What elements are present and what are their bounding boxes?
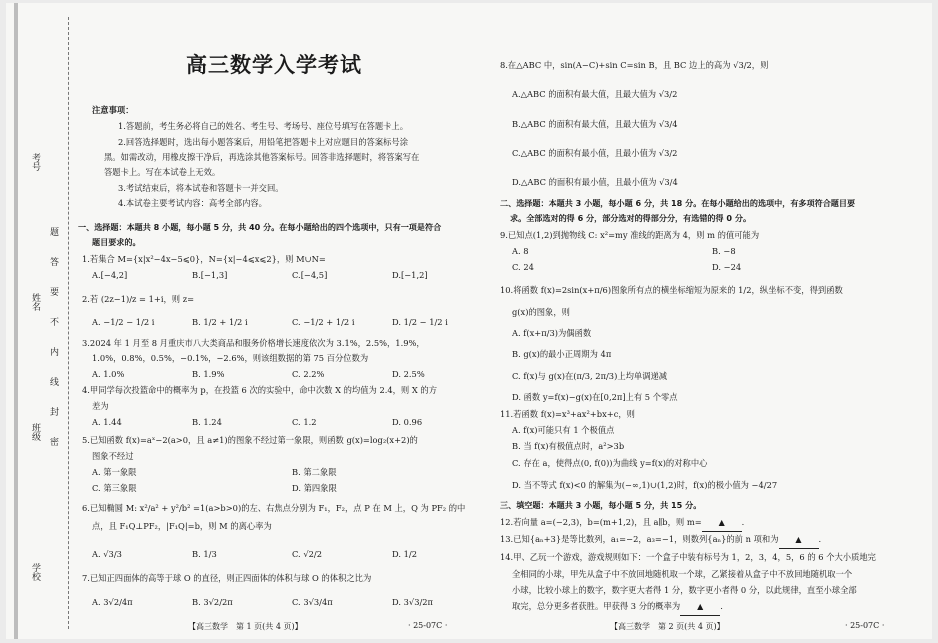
question-7-options <box>92 595 492 611</box>
question-5: 图象不经过 <box>92 451 134 461</box>
name-field: 姓名 <box>30 293 40 311</box>
seal-char: 答 <box>50 258 60 268</box>
question-4-options <box>92 415 492 431</box>
seal-char: 密 <box>50 438 60 448</box>
option-b: B. 1.24 <box>192 417 222 427</box>
question-5-options <box>92 481 492 497</box>
option-c: C. √2/2 <box>292 549 322 559</box>
section-1-heading: 一、选择题：本题共 8 小题，每小题 5 分，共 40 分。在每小题给出的四个选项中，只有一项是符合 <box>78 222 442 232</box>
question-3-options <box>92 367 492 383</box>
blank-marker: ▲ <box>795 535 802 544</box>
footer-page-1: 【高三数学 第 1 页(共 4 页)】 <box>188 622 303 631</box>
binding-margin <box>14 3 76 639</box>
option-d: D. 当不等式 f(x)<0 的解集为(−∞,1)∪(1,2)时，f(x)的极小值为 −4/27 <box>512 480 778 490</box>
option-d: D. −24 <box>712 262 742 272</box>
option-a: A. f(x)可能只有 1 个极值点 <box>512 425 615 435</box>
blank-marker: ▲ <box>697 602 704 611</box>
question-10: 10.将函数 f(x)=2sin(x+π/6)图象所有点的横坐标缩短为原来的 1/2，纵坐标不变，得到函数 <box>500 285 843 295</box>
option-a: A. 8 <box>512 246 529 256</box>
option-c: C. 1.2 <box>292 417 317 427</box>
question-13: 13.已知{aₙ+3}是等比数列，a₁=−2，a₃=−1，则数列{aₙ}的前 n 项和为 ▲ . <box>500 532 821 549</box>
question-3: 1.0%，0.8%，0.5%，−0.1%，−2.6%，则该组数据的第 75 百分位数为 <box>92 353 369 363</box>
option-b: B. −8 <box>712 246 736 256</box>
seal-char: 要 <box>50 288 60 298</box>
question-7: 7.已知正四面体的高等于球 O 的直径，则正四面体的体积与球 O 的体积之比为 <box>82 573 372 583</box>
exam-title: 高三数学入学考试 <box>186 53 362 77</box>
option-a: A. f(x+π/3)为偶函数 <box>512 328 592 338</box>
option-d: D. 函数 y=f(x)−g(x)在[0,2π]上有 5 个零点 <box>512 392 678 402</box>
notice-line: 3.考试结束后，将本试卷和答题卡一并交回。 <box>118 183 284 193</box>
notice-line: 1.答题前，考生务必将自己的姓名、考生号、考场号、座位号填写在答题卡上。 <box>118 121 409 131</box>
section-3-heading: 三、填空题：本题共 3 小题，每小题 5 分，共 15 分。 <box>500 500 702 510</box>
option-a: A.△ABC 的面积有最大值，且最大值为 √3/2 <box>512 89 678 99</box>
option-d: D. 0.96 <box>392 417 423 427</box>
seal-char: 题 <box>50 228 60 238</box>
question-6: 6.已知椭圆 M: x²/a² + y²/b² =1(a>b>0)的左、右焦点分别为 F₁，F₂，点 P 在 M 上，Q 为 PF₂ 的中 <box>82 503 466 513</box>
option-c: C. f(x)与 g(x)在(π/3, 2π/3)上均单调递减 <box>512 371 668 381</box>
option-c: C. 24 <box>512 262 534 272</box>
seal-char: 不 <box>50 318 60 328</box>
answer-blank <box>680 599 720 616</box>
option-a: A. 1.44 <box>92 417 122 427</box>
question-12-text: 12.若向量 a=(−2,3)，b=(m+1,2)，且 a∥b，则 m= <box>500 517 702 527</box>
section-2-heading: 二、选择题：本题共 3 小题，每小题 6 分，共 18 分。在每小题给出的选项中，有多项符合题目要 <box>500 198 856 208</box>
seal-char: 封 <box>50 408 60 418</box>
option-b: B.△ABC 的面积有最大值，且最大值为 √3/4 <box>512 119 678 129</box>
option-d: D.[−1,2] <box>392 270 428 280</box>
question-14-text: 取完，总分更多者获胜。甲获得 3 分的概率为 <box>512 601 681 611</box>
question-10: g(x)的图象，则 <box>512 307 570 317</box>
option-c: C. 3√3/4π <box>292 597 333 607</box>
option-b: B. 1/3 <box>192 549 217 559</box>
footer-page-2: 【高三数学 第 2 页(共 4 页)】 <box>610 622 725 631</box>
school-field: 学校 <box>30 563 40 581</box>
page-1 <box>78 3 490 639</box>
seal-char: 内 <box>50 348 60 358</box>
exam-no-field: 考号 <box>30 153 40 171</box>
option-a: A. 3√2/4π <box>92 597 133 607</box>
question-8: 8.在△ABC 中，sin(A−C)+sin C=sin B，且 BC 边上的高为 √3/2，则 <box>500 60 769 70</box>
question-3: 3.2024 年 1 月至 8 月重庆市八大类商品和服务价格增长速度依次为 3.1%，2.5%，1.9%， <box>82 338 425 348</box>
exam-sheet <box>6 3 932 639</box>
option-b: B. 1.9% <box>192 369 225 379</box>
footer-code-2: · 25-07C · <box>845 621 885 630</box>
option-a: A. √3/3 <box>92 549 122 559</box>
question-4: 4.甲同学每次投篮命中的概率为 p，在投篮 6 次的实验中，命中次数 X 的均值为 2.4，则 X 的方 <box>82 385 438 395</box>
answer-blank <box>779 532 819 549</box>
question-5: 5.已知函数 f(x)=aˣ−2(a>0，且 a≠1)的图象不经过第一象限，则函数 g(x)=log₂(x+2)的 <box>82 435 418 445</box>
seal-line <box>68 17 69 629</box>
section-2-heading: 求。全部选对的得 6 分，部分选对的得部分分，有选错的得 0 分。 <box>510 213 752 223</box>
option-b: B. 当 f(x)有极值点时，a²>3b <box>512 441 625 451</box>
question-13-text: 13.已知{aₙ+3}是等比数列，a₁=−2，a₃=−1，则数列{aₙ}的前 n 项和为 <box>500 534 779 544</box>
question-5-options <box>92 465 492 481</box>
question-2-options <box>92 315 492 331</box>
answer-blank <box>702 515 742 532</box>
option-a: A. 第一象限 <box>92 467 137 477</box>
option-a: A. −1/2 − 1/2 i <box>92 317 155 327</box>
question-14: 14.甲、乙玩一个游戏，游戏规则如下：一个盒子中装有标号为 1，2，3，4，5，6 的 6 个大小质地完 <box>500 552 876 562</box>
option-a: A.[−4,2] <box>92 270 128 280</box>
notice-line: 2.回答选择题时，选出每小题答案后，用铅笔把答题卡上对应题目的答案标号涂 <box>118 137 409 147</box>
question-6: 点，且 F₁Q⊥PF₂，|F₁Q|=b，则 M 的离心率为 <box>92 521 272 531</box>
option-b: B. 3√2/2π <box>192 597 233 607</box>
question-11: 11.若函数 f(x)=x³+ax²+bx+c，则 <box>500 409 635 419</box>
option-d: D. 2.5% <box>392 369 425 379</box>
option-c: C.△ABC 的面积有最小值，且最小值为 √3/2 <box>512 148 678 158</box>
seal-char: 线 <box>50 378 60 388</box>
class-field: 班级 <box>30 423 40 441</box>
notice-line: 黑。如需改动，用橡皮擦干净后，再选涂其他答案标号。回答非选择题时，将答案写在 <box>104 152 420 162</box>
question-14: 小球，比较小球上的数字，数字更大者得 1 分，数字更小者得 0 分，以此规律，直至小球全部 <box>512 585 857 595</box>
question-14: 全相同的小球，甲先从盒子中不放回地随机取一个球，乙紧接着从盒子中不放回地随机取一个 <box>512 569 853 579</box>
option-c: C. 存在 a，使得点(0, f(0))为曲线 y=f(x)的对称中心 <box>512 458 708 468</box>
notice-line: 4.本试卷主要考试内容：高考全部内容。 <box>118 198 267 208</box>
page-2 <box>500 3 920 639</box>
question-14: 取完，总分更多者获胜。甲获得 3 分的概率为 ▲ . <box>512 599 723 616</box>
option-d: D. 3√3/2π <box>392 597 434 607</box>
question-2: 2.若 (2z−1)/z = 1+i，则 z= <box>82 294 195 304</box>
question-12: 12.若向量 a=(−2,3)，b=(m+1,2)，且 a∥b，则 m= ▲ . <box>500 515 744 532</box>
footer-code-1: · 25-07C · <box>408 621 448 630</box>
question-9-options <box>512 244 912 260</box>
question-9: 9.已知点(1,2)到抛物线 C: x²=my 准线的距离为 4，则 m 的值可能为 <box>500 230 760 240</box>
option-c: C. 2.2% <box>292 369 325 379</box>
option-d: D. 第四象限 <box>292 483 337 493</box>
option-c: C. −1/2 + 1/2 i <box>292 317 355 327</box>
option-b: B. 第二象限 <box>292 467 337 477</box>
section-1-heading: 题目要求的。 <box>92 237 141 247</box>
question-9-options <box>512 260 912 276</box>
blank-marker: ▲ <box>718 518 725 527</box>
option-d: D. 1/2 − 1/2 i <box>392 317 448 327</box>
option-b: B.[−1,3] <box>192 270 228 280</box>
question-1-options <box>92 268 492 284</box>
option-c: C. 第三象限 <box>92 483 137 493</box>
option-b: B. 1/2 + 1/2 i <box>192 317 248 327</box>
notice-line: 答题卡上。写在本试卷上无效。 <box>104 167 221 177</box>
option-c: C.[−4,5] <box>292 270 328 280</box>
question-1: 1.若集合 M={x|x²−4x−5⩽0}，N={x|−4⩽x⩽2}，则 M∪N= <box>82 254 326 264</box>
question-4: 差为 <box>92 401 109 411</box>
option-d: D.△ABC 的面积有最小值，且最小值为 √3/4 <box>512 177 678 187</box>
option-d: D. 1/2 <box>392 549 417 559</box>
option-a: A. 1.0% <box>92 369 125 379</box>
option-b: B. g(x)的最小正周期为 4π <box>512 349 612 359</box>
notice-heading: 注意事项： <box>92 105 134 115</box>
question-6-options <box>92 547 492 563</box>
